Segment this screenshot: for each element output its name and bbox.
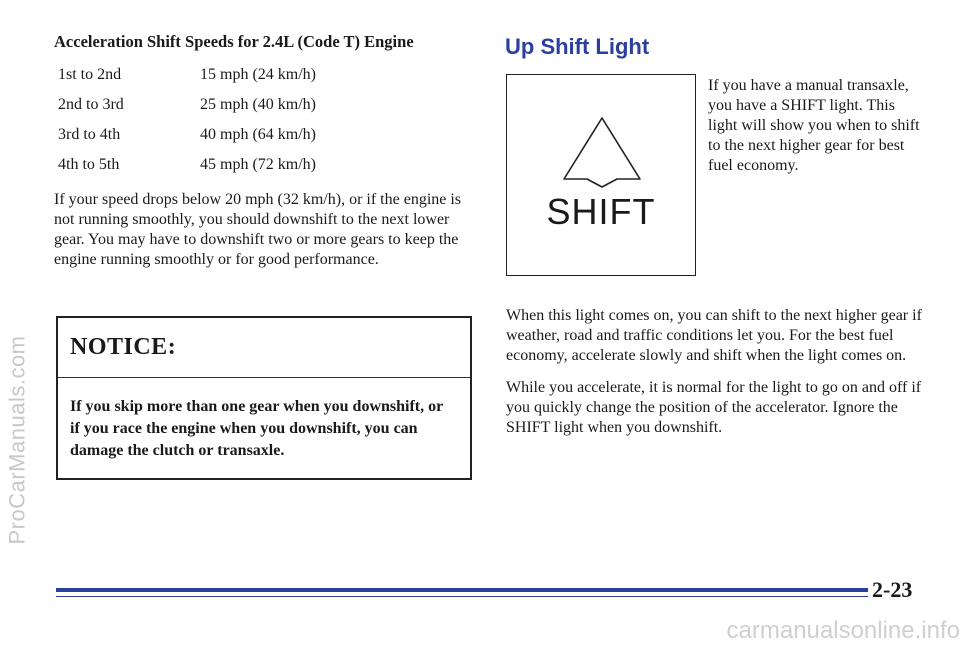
notice-box [56,316,472,480]
shift-speed-row [58,126,316,156]
footer-rule-thick [56,588,868,592]
downshift-paragraph: If your speed drops below 20 mph (32 km/h), or if the engine is not running smoothly, you should downshift to the next lower gear. You may have to downshift two or more gears to keep the engine running smoothly or for good performance. [54,191,462,268]
side-watermark-text: ProCarManuals.com [4,335,30,545]
shift-speed-gear: 4th to 5th [58,156,120,173]
shift-speed-value: 15 mph (24 km/h) [200,66,316,83]
shift-speed-gear: 3rd to 4th [58,126,121,143]
shift-speed-value: 45 mph (72 km/h) [200,156,316,173]
side-watermark [2,230,32,650]
notice-header [58,318,470,378]
shift-speed-row [58,96,316,126]
shift-light-intro: If you have a manual transaxle, you have a SHIFT light. This light will show you when to shift to the next higher gear for best fuel economy. [708,77,920,174]
footer-rule-thin [56,596,868,597]
right-lower-text [506,306,926,438]
shift-speed-row [58,156,316,186]
shift-speed-value: 25 mph (40 km/h) [200,96,316,113]
shift-speeds-title: Acceleration Shift Speeds for 2.4L (Code T) Engine [54,32,414,51]
shift-speeds-table [58,66,316,186]
up-shift-light-title: Up Shift Light [505,34,650,59]
shift-light-paragraph-2: While you accelerate, it is normal for the light to go on and off if you quickly change the position of the accelerator. Ignore the SHIFT light when you downshift. [506,379,922,436]
shift-speed-gear: 2nd to 3rd [58,96,124,113]
bottom-watermark: carmanualsonline.info [726,617,960,644]
up-arrow-icon [559,115,645,189]
shift-speed-value: 40 mph (64 km/h) [200,126,316,143]
shift-indicator-label: SHIFT [546,191,656,232]
notice-heading: NOTICE: [70,334,177,360]
shift-indicator-illustration [506,74,696,276]
shift-light-paragraph-1: When this light comes on, you can shift to the next higher gear if weather, road and traffic conditions let you. For the best fuel economy, accelerate slowly and shift when the light comes on. [506,307,922,364]
shift-speed-gear: 1st to 2nd [58,66,122,83]
left-column [54,32,474,270]
notice-body: If you skip more than one gear when you downshift, or if you race the engine when you downshift, you can damage the clutch or transaxle. [70,398,443,459]
page-number: 2-23 [872,577,913,602]
shift-speed-row [58,66,316,96]
